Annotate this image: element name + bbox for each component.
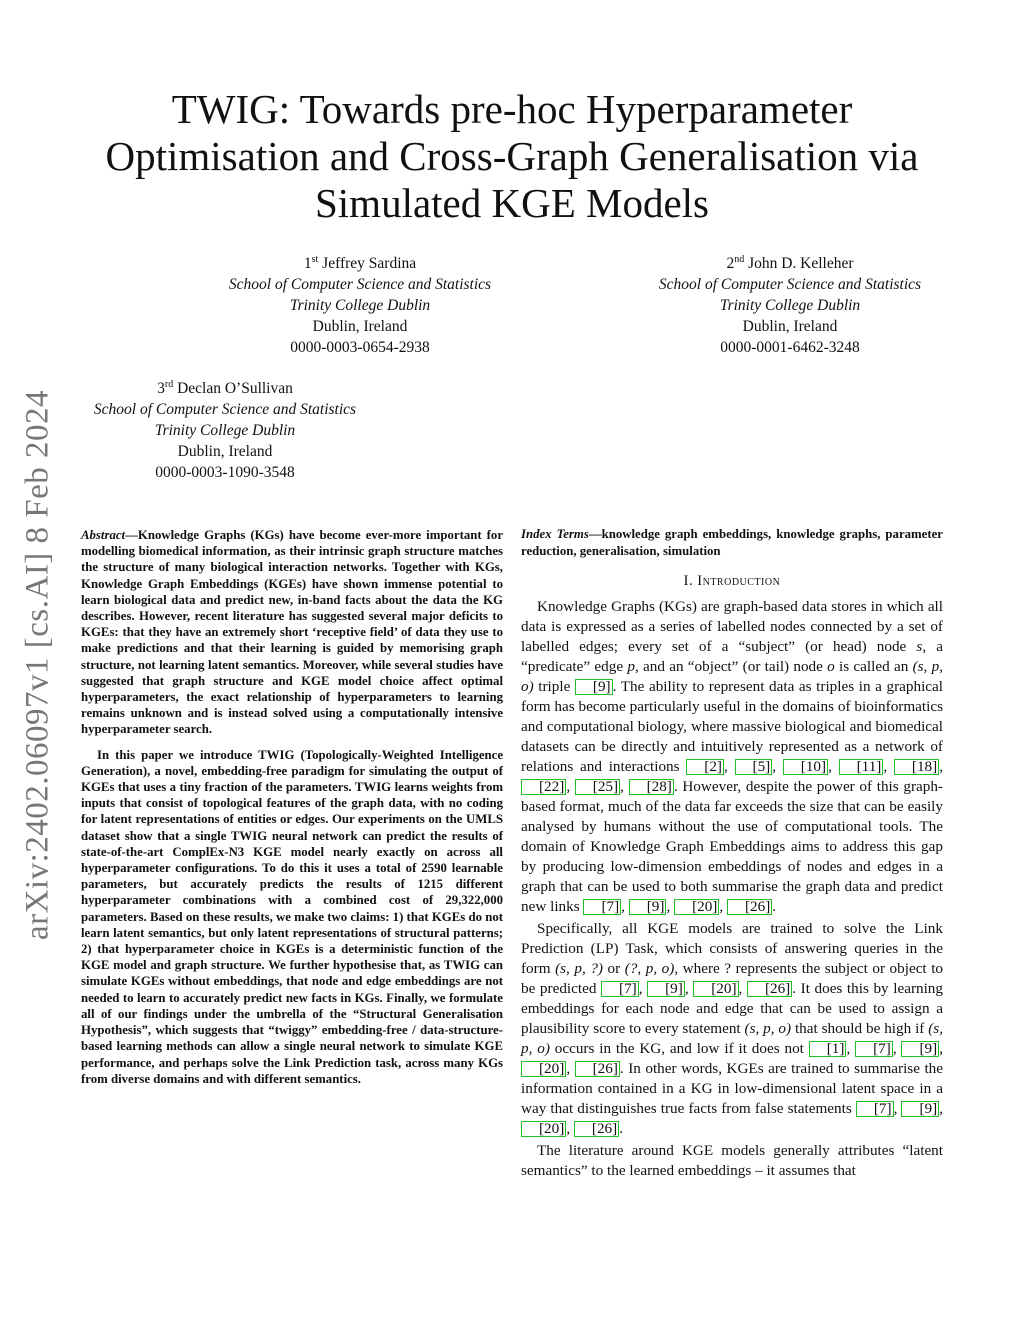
author-institution: Trinity College Dublin xyxy=(719,297,861,315)
citation-link[interactable]: [22] xyxy=(521,779,566,795)
citation-link[interactable]: [7] xyxy=(601,981,639,997)
citation-link[interactable]: [28] xyxy=(629,779,674,795)
citation-link[interactable]: [10] xyxy=(783,759,828,775)
citation-link[interactable]: [9] xyxy=(901,1101,939,1117)
citation-link[interactable]: [5] xyxy=(735,759,773,775)
author-orcid: 0000-0003-1090-3548 xyxy=(155,464,295,482)
author-department: School of Computer Science and Statistics xyxy=(93,401,357,419)
citation-link[interactable]: [26] xyxy=(574,1121,619,1137)
author-department: School of Computer Science and Statistics xyxy=(658,276,922,294)
citation-link[interactable]: [2] xyxy=(686,759,724,775)
citation-link[interactable]: [20] xyxy=(693,981,738,997)
author-institution: Trinity College Dublin xyxy=(289,297,431,315)
citation-link[interactable]: [20] xyxy=(521,1121,566,1137)
abstract-paragraph-1: Abstract—Knowledge Graphs (KGs) have become ever-more important for modelling biomedical information, as their intrinsic graph structure matches the structure of many biological interaction networks. Together with KGs, Knowledge Graph Embeddings (KGEs) have shown immense potential to learn biological data and predict new, in-band facts about the data the KG describes. However, recent literature has suggested several major deficits to KGEs: that they have an extremely short ‘receptive field’ of data they use to make predictions and that their learning is guided by memorising graph structure, not learning latent semantics. Moreover, while several studies have suggested that graph structure and KGE model choice affect optimal hyperparameters, the exact relationship of hyperparameters to learning remains unknown and is instead solved using a computationally intensive hyperparameter search. xyxy=(81,528,503,737)
author-location: Dublin, Ireland xyxy=(312,318,408,336)
citation-link[interactable]: [1] xyxy=(809,1041,847,1057)
index-terms: Index Terms—knowledge graph embeddings, knowledge graphs, parameter reduction, generalisation, simulation xyxy=(521,527,943,558)
intro-paragraph-2: Specifically, all KGE models are trained to solve the Link Prediction (LP) Task, which consists of answering queries in the form (s, p, ?) or (?, p, o), where ? represents the subject or object to be predicted [7] , [9] , [20] , [26] . It does this by learning embeddings for each node and edge that can be used to assign a plausibility score to every statement (s, p, o) that should be high if (s, p, o) occurs in the KG, and low if it does not [1] , [7] , [9] , [20] , [26] . In other words, KGEs are trained to summarise the information contained in a KG in low-dimensional latent space in a way that distinguishes true facts from false statements [7] , [9] , [20] , [26] . xyxy=(521,920,944,1137)
citation-link[interactable]: [26] xyxy=(575,1061,620,1077)
abstract-label: Abstract xyxy=(81,528,126,542)
author-name: 2nd John D. Kelleher xyxy=(726,254,854,273)
citation-link[interactable]: [11] xyxy=(839,759,884,775)
citation-link[interactable]: [26] xyxy=(747,981,792,997)
author-department: School of Computer Science and Statistics xyxy=(228,276,492,294)
citation-link[interactable]: [9] xyxy=(575,679,613,695)
paper-title: TWIG: Towards pre-hoc Hyperparameter Optimisation and Cross-Graph Generalisation via Simulated KGE Models xyxy=(105,86,919,226)
left-column xyxy=(81,527,503,1087)
index-terms-label: Index Terms xyxy=(521,527,589,541)
citation-link[interactable]: [9] xyxy=(901,1041,939,1057)
author-name: 3rd Declan O’Sullivan xyxy=(157,379,293,398)
author-orcid: 0000-0003-0654-2938 xyxy=(290,339,430,357)
citation-link[interactable]: [7] xyxy=(855,1041,893,1057)
abstract-paragraph-2: In this paper we introduce TWIG (Topologically-Weighted Intelligence Generation), a novel, embedding-free paradigm for simulating the output of KGEs that uses a tiny fraction of the parameters. TWIG learns weights from inputs that consist of topological features of the graph data, with no coding for latent representations of entities or edges. Our experiments on the UMLS dataset show that a single TWIG neural network can predict the results of state-of-the-art ComplEx-N3 KGE model nearly exactly on across all hyperparameter configurations. To do this it uses a total of 2590 learnable parameters, but accurately predicts the results of 1215 different hyperparameter combinations with a combined cost of 29,322,000 parameters. Based on these results, we make two claims: 1) that KGEs do not learn latent semantics, but only latent representations of structural patterns; 2) that hyperparameter choice in KGEs is a deterministic function of the KGE model and graph structure. We further hypothesise that, as TWIG can simulate KGEs without embeddings, that node and edge embeddings are not needed to learn to accurately predict new facts in KGs. Finally, we formulate all of our findings under the umbrella of the “Structural Generalisation Hypothesis”, which suggests that “twiggy” embedding-free / data-structure-based learning methods can allow a single neural network to simulate KGE performance, and perhaps solve the Link Prediction task, across many KGs from diverse domains and with different semantics. xyxy=(81,747,503,1086)
citation-link[interactable]: [20] xyxy=(521,1061,566,1077)
citation-link[interactable]: [7] xyxy=(583,899,621,915)
citation-link[interactable]: [18] xyxy=(894,759,939,775)
citation-link[interactable]: [9] xyxy=(629,899,667,915)
author-orcid: 0000-0001-6462-3248 xyxy=(720,339,860,357)
author-block-1 xyxy=(205,249,515,358)
intro-paragraph-1: Knowledge Graphs (KGs) are graph-based data stores in which all data is expressed as a series of labelled nodes connected by a set of labelled edges; every set of a “subject” (or head) node s, a “predicate” edge p, and an “object” (or tail) node o is called an (s, p, o) triple [9] . The ability to represent data as triples in a graphical form has become particularly useful in the domains of bioinformatics and computational biology, where massive biological and biomedical datasets can be directly and intuitively represented as a network of relations and interactions [2] , [5] , [10] , [11] , [18] , [22] , [25] , [28] . However, despite the power of this graph-based format, much of the data far exceeds the size that can be easily analysed by humans without the use of computational tools. The domain of Knowledge Graph Embeddings aims to address this gap by producing low-dimension embeddings of nodes and edges in a graph that can be used to both summarise the graph data and predict new links [7] , [9] , [20] , [26] . xyxy=(521,598,944,915)
arxiv-sidebar xyxy=(16,372,60,957)
citation-link[interactable]: [25] xyxy=(575,779,620,795)
author-location: Dublin, Ireland xyxy=(742,318,838,336)
arxiv-id: arXiv:2402.06097v1 [cs.AI] 8 Feb 2024 xyxy=(19,389,56,940)
citation-link[interactable]: [20] xyxy=(674,899,719,915)
author-location: Dublin, Ireland xyxy=(177,443,273,461)
right-column xyxy=(521,526,943,1181)
author-institution: Trinity College Dublin xyxy=(154,422,296,440)
section-heading-introduction: I. Introduction xyxy=(683,573,781,589)
intro-paragraph-3: The literature around KGE models generally attributes “latent semantics” to the learned embeddings – it assumes that xyxy=(521,1142,943,1179)
author-block-3 xyxy=(70,374,380,483)
citation-link[interactable]: [7] xyxy=(856,1101,894,1117)
citation-link[interactable]: [26] xyxy=(727,899,772,915)
author-name: 1st Jeffrey Sardina xyxy=(303,254,417,273)
author-block-2 xyxy=(635,249,945,358)
citation-link[interactable]: [9] xyxy=(647,981,685,997)
